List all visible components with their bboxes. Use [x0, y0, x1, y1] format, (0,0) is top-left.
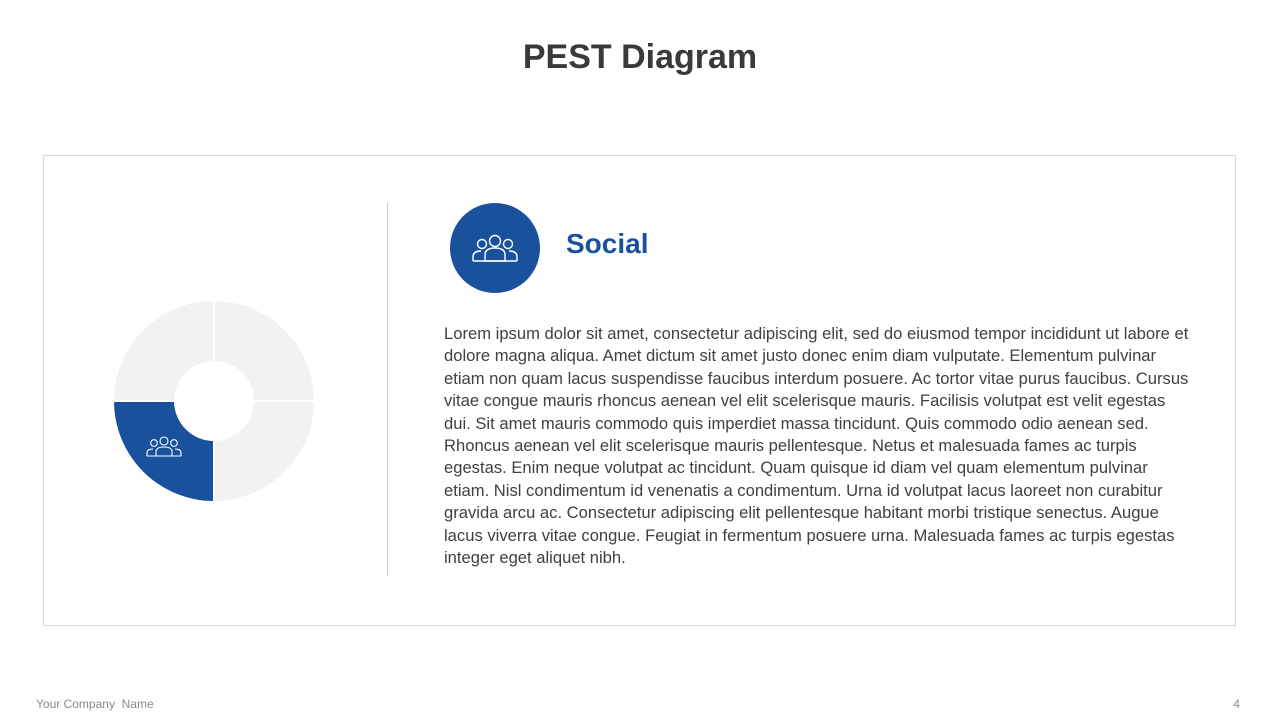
pest-donut-diagram	[114, 301, 314, 501]
section-body-text: Lorem ipsum dolor sit amet, consectetur adipiscing elit, sed do eiusmod tempor incididunt ut labore et dolore magna aliqua. Amet dictum sit amet justo donec enim diam vulputate. Elementum pulvinar etiam non quam lacus suspendisse faucibus interdum posuere. Ac tortor vitae purus faucibus. Cursus vitae congue mauris rhoncus aenean vel elit scelerisque mauris. Facilisis volutpat est velit egestas dui. Sit amet mauris commodo quis imperdiet massa tincidunt. Quis commodo odio aenean sed. Rhoncus aenean vel elit scelerisque mauris pellentesque. Netus et malesuada fames ac turpis egestas. Enim neque volutpat ac tincidunt. Quam quisque id diam vel quam elementum pulvinar etiam. Nisl condimentum id venenatis a condimentum. Urna id volutpat lacus laoreet non curabitur gravida arcu ac. Consectetur adipiscing elit pellentesque habitant morbi tristique senectus. Augue lacus viverra vitae congue. Feugiat in fermentum posuere urna. Malesuada fames ac turpis egestas integer eget aliquet nibh.	[444, 324, 1189, 568]
segment-bottom-right[interactable]	[214, 401, 314, 501]
section-heading: Social	[566, 228, 649, 259]
content-panel	[43, 155, 1236, 626]
social-badge	[450, 203, 540, 293]
segment-top-left[interactable]	[114, 301, 214, 401]
segment-bottom-left-social[interactable]	[114, 401, 214, 501]
slide-title: PEST Diagram	[522, 38, 758, 76]
vertical-divider	[387, 203, 388, 576]
donut-svg	[114, 301, 314, 501]
people-icon	[471, 233, 519, 263]
footer-company-name: Your Company Name	[36, 697, 154, 711]
page-number: 4	[1233, 697, 1240, 711]
segment-top-right[interactable]	[214, 301, 314, 401]
